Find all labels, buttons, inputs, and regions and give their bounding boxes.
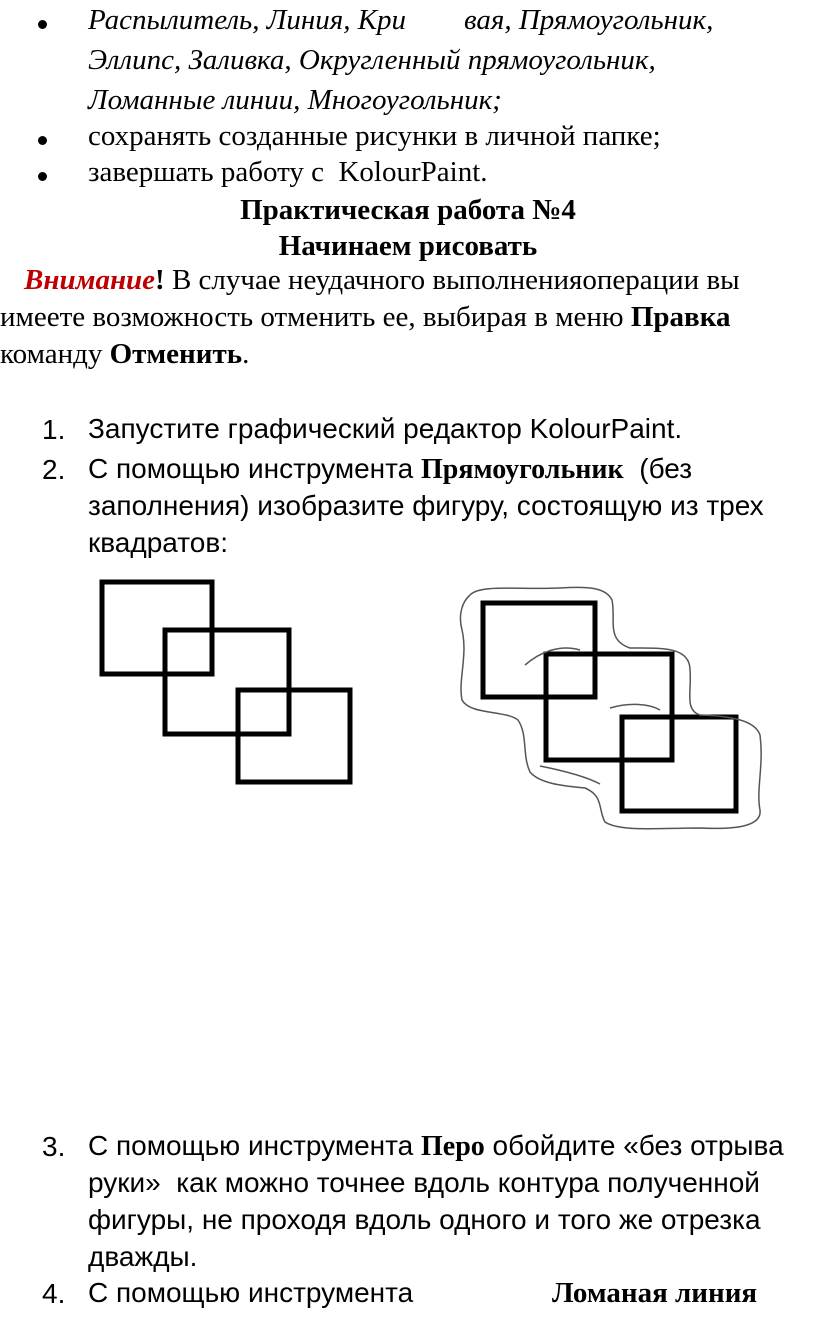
- step-2-line-1: [88, 455, 692, 484]
- step-number: 3.: [42, 1131, 66, 1162]
- step-number: 1.: [42, 414, 66, 445]
- three-squares-figure: [0, 570, 816, 830]
- attention-text-3: команду: [0, 338, 110, 370]
- outlined-square-3: [622, 717, 736, 811]
- command-undo-ref: Отменить: [109, 338, 243, 370]
- step-3-line-2: руки» как можно точнее вдоль контура полученной: [88, 1167, 760, 1198]
- tool-list-line-1: Распылитель, Линия, Кри вая, Прямоугольник,: [88, 4, 714, 36]
- bullet-dot: [38, 136, 47, 145]
- attention-line-2: [0, 303, 730, 332]
- menu-edit-ref: Правка: [630, 301, 731, 333]
- page-title: Практическая работа №4: [240, 194, 576, 226]
- square-2: [165, 630, 289, 734]
- attention-line-1: [24, 266, 740, 295]
- step-number: 4.: [42, 1278, 66, 1309]
- tool-list-line-2: Эллипс, Заливка, Округленный прямоугольник,: [88, 44, 656, 76]
- step-2-text-post: (без: [623, 453, 693, 484]
- page-subtitle: Начинаем рисовать: [278, 230, 538, 262]
- step-2-text: С помощью инструмента: [88, 453, 421, 484]
- attention-line-3: [0, 340, 249, 369]
- step-3-text-post: обойдите «без отрыва: [484, 1130, 784, 1161]
- step-3-line-1: [88, 1132, 784, 1161]
- tool-pen-ref: Перо: [420, 1131, 485, 1162]
- step-1-text: Запустите графический редактор KolourPaint.: [88, 413, 683, 444]
- attention-exclaim: !: [155, 264, 165, 296]
- bullet-save-drawings: сохранять созданные рисунки в личной папке;: [88, 120, 661, 152]
- step-number: 2.: [42, 454, 66, 485]
- step-2-line-2: заполнения) изобразите фигуру, состоящую из трех: [88, 490, 764, 521]
- step-2-line-3: квадратов:: [88, 527, 228, 558]
- tool-rectangle-ref: Прямоугольник: [420, 454, 624, 485]
- step-3-text: С помощью инструмента: [88, 1130, 421, 1161]
- attention-text-2: имеете возможность отменить ее, выбирая в меню: [0, 301, 631, 333]
- tool-polyline-ref: Ломаная линия: [552, 1277, 758, 1309]
- attention-text-1: В случае неудачного выполненияоперации вы: [164, 264, 740, 296]
- step-4-text: С помощью инструмента: [88, 1277, 414, 1308]
- attention-label: Внимание: [24, 264, 156, 296]
- attention-end: .: [242, 338, 250, 370]
- bullet-dot: [38, 172, 47, 181]
- step-3-line-4: дважды.: [88, 1241, 198, 1272]
- step-3-line-3: фигуры, не проходя вдоль одного и того же отрезка: [88, 1204, 761, 1235]
- tool-list-line-3: Ломанные линии, Многоугольник;: [88, 84, 502, 116]
- bullet-finish-work: завершать работу с KolourPaint.: [88, 156, 488, 188]
- bullet-dot: [38, 20, 47, 29]
